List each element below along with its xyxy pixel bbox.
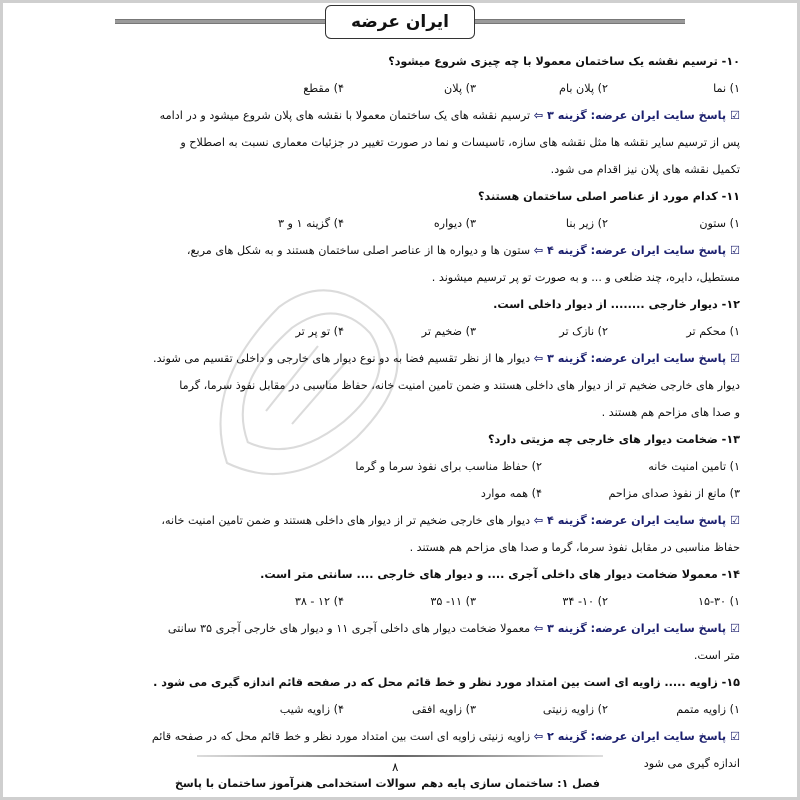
footer-book-title: سوالات استخدامی هنرآموز ساختمان با پاسخ [175,777,417,790]
option: ۱) نما [713,82,740,95]
answer-text: متر است. [693,649,740,662]
option: ۳) پلان [444,82,476,95]
option: ۲) ۱۰- ۳۴ [562,595,608,608]
answer-continuation [60,534,740,561]
question-title: ۱۱- کدام مورد از عناصر اصلی ساختمان هستند؟ [478,190,740,203]
question-title: ۱۵- زاویه ..... زاویه ای است بین امتداد مورد نظر و خط قائم محل که در صفحه قائم اندازه گیری می شود . [153,676,740,689]
answer-text: حفاظ مناسبی در مقابل نفوذ سرما، گرما و صدا های مزاحم هم هستند . [409,541,740,554]
option: ۱) زاویه متمم [676,703,740,716]
options-row [60,210,740,237]
option: ۳) زاویه افقی [412,703,476,716]
question-title: ۱۲- دیوار خارجی ........ از دیوار داخلی است. [493,298,740,311]
option: ۱) ۱۵-۳۰ [697,595,740,608]
option: ۲) زاویه زنیتی [542,703,608,716]
options-row [60,588,740,615]
site-logo [325,5,475,39]
question-title: ۱۰- ترسیم نقشه یک ساختمان معمولا با چه چیزی شروع میشود؟ [388,55,740,68]
answer-text: مستطیل، دایره، چند ضلعی و ... و به صورت تو پر ترسیم میشوند . [431,271,740,284]
answer-text: دیوار های خارجی ضخیم تر از دیوار های داخلی هستند و ضمن تامین امنیت خانه، [161,514,531,527]
logo-text: ایران عرضه [351,12,449,32]
answer-continuation [60,642,740,669]
options-row [60,318,740,345]
answer-continuation [60,399,740,426]
answer-text: دیوار های خارجی ضخیم تر از دیوار های داخلی هستند و ضمن تامین امنیت خانه، حفاظ مناسبی در مقابل نفوذ سرما، گرما [179,379,740,392]
answer-line [60,237,740,264]
option: ۱) ستون [699,217,740,230]
answer-text: تکمیل نقشه های پلان نیز اقدام می شود. [550,163,740,176]
option: ۳) ۱۱- ۳۵ [430,595,476,608]
option: ۴) گزینه ۱ و ۳ [277,217,344,230]
header-rule-left [115,19,325,24]
answer-text: و صدا های مزاحم هم هستند . [601,406,740,419]
answer-line [60,615,740,642]
options-row [60,480,740,507]
answer-text: دیوار ها از نظر تقسیم فضا به دو نوع دیوار های خارجی و داخلی تقسیم می شوند. [153,352,531,365]
answer-label: ☑ پاسخ سایت ایران عرضه: گزینه ۳ ⇦ [533,352,740,365]
answer-label: ☑ پاسخ سایت ایران عرضه: گزینه ۲ ⇦ [533,730,740,743]
answer-text: ستون ها و دیواره ها از عناصر اصلی ساختمان هستند و به شکل های مربع، [186,244,531,257]
footer-rule [197,755,603,757]
option: ۳) مانع از نفوذ صدای مزاحم [608,487,740,500]
option: ۲) زیر بنا [565,217,608,230]
option: ۲) حفاظ مناسب برای نفوذ سرما و گرما [355,460,542,473]
options-row [60,75,740,102]
answer-line [60,102,740,129]
header-rule-right [475,19,685,24]
answer-text: معمولا ضخامت دیوار های داخلی آجری ۱۱ و دیوار های خارجی آجری ۳۵ سانتی [167,622,531,635]
answer-line [60,345,740,372]
options-row [60,696,740,723]
answer-continuation [60,156,740,183]
options-row [60,453,740,480]
option: ۲) پلان بام [559,82,608,95]
option: ۴) زاویه شیب [279,703,344,716]
question-title: ۱۳- ضخامت دیوار های خارجی چه مزیتی دارد؟ [487,433,740,446]
answer-continuation [60,372,740,399]
answer-text: پس از ترسیم سایر نقشه ها مثل نقشه های سازه، تاسیسات و نما در صورت تغییر در جزئیات معماری نسبت به اصطلاح و [180,136,740,149]
option: ۱) محکم تر [686,325,740,338]
page-number: ۸ [392,760,399,774]
option: ۲) نازک تر [559,325,608,338]
option: ۳) دیواره [433,217,476,230]
answer-line [60,507,740,534]
document-body [60,48,740,777]
answer-label: ☑ پاسخ سایت ایران عرضه: گزینه ۳ ⇦ [533,622,740,635]
option: ۳) ضخیم تر [421,325,476,338]
answer-text: اندازه گیری می شود [643,757,740,770]
answer-text: ترسیم نقشه های یک ساختمان معمولا با نقشه های پلان شروع میشود و در ادامه [159,109,531,122]
option: ۴) همه موارد [480,487,542,500]
question-title: ۱۴- معمولا ضخامت دیوار های داخلی آجری .... و دیوار های خارجی .... سانتی متر است. [260,568,740,581]
answer-label: ☑ پاسخ سایت ایران عرضه: گزینه ۳ ⇦ [533,109,740,122]
answer-line [60,723,740,750]
option: ۱) تامین امنیت خانه [648,460,740,473]
answer-continuation [60,129,740,156]
option: ۴) مقطع [303,82,344,95]
footer-chapter: فصل ۱: ساختمان سازی پایه دهم [421,777,600,790]
answer-text: زاویه زنیتی زاویه ای است بین امتداد مورد نظر و خط قائم محل که در صفحه قائم [151,730,531,743]
option: ۴) تو پر تر [295,325,344,338]
option: ۴) ۱۲ - ۳۸ [294,595,344,608]
answer-continuation [60,264,740,291]
answer-label: ☑ پاسخ سایت ایران عرضه: گزینه ۴ ⇦ [533,244,740,257]
answer-label: ☑ پاسخ سایت ایران عرضه: گزینه ۴ ⇦ [533,514,740,527]
